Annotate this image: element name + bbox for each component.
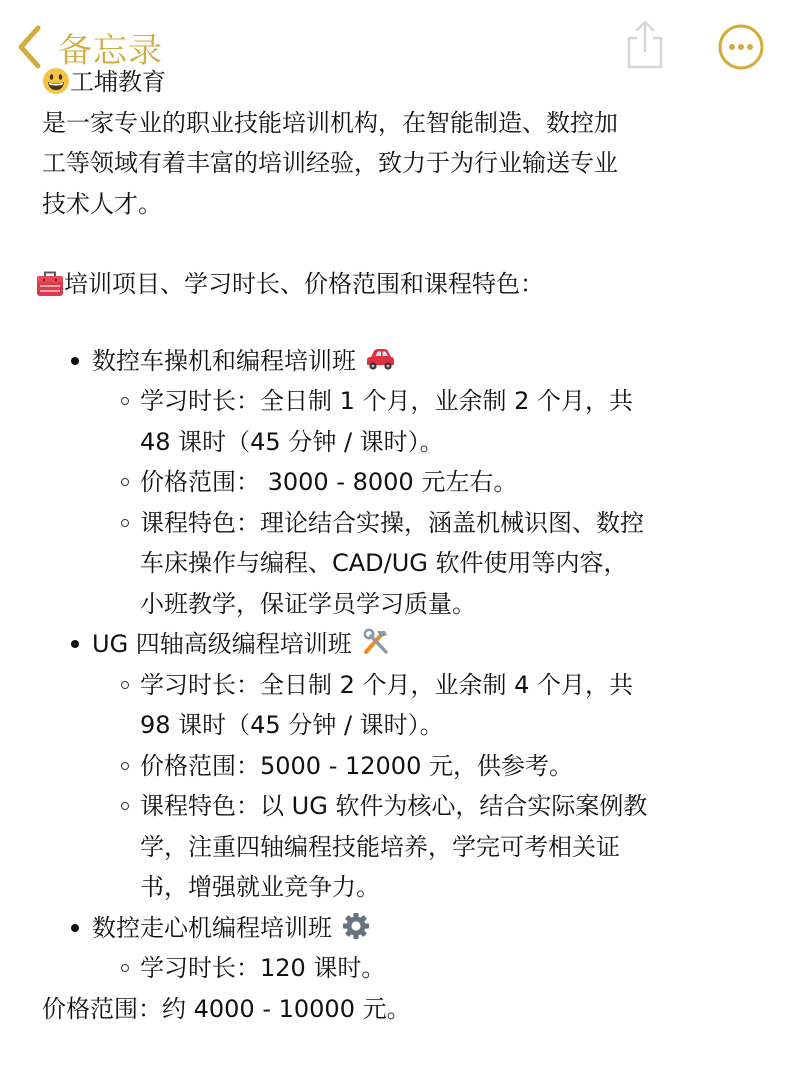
course-details bbox=[92, 948, 772, 989]
detail-features: 课程特色：理论结合实操，涵盖机械识图、数控 车床操作与编程、CAD/UG 软件使用等内容， 小班教学，保证学员学习质量。 bbox=[140, 503, 772, 625]
bullet-circle bbox=[121, 681, 129, 689]
back-label: 备忘录 bbox=[58, 30, 163, 71]
intro-line: 技术人才。 bbox=[42, 189, 162, 218]
car-icon bbox=[364, 345, 396, 373]
spacer bbox=[42, 224, 772, 264]
intro-line: 是一家专业的职业技能培训机构，在智能制造、数控加 bbox=[42, 108, 618, 137]
note-body[interactable] bbox=[42, 62, 772, 1029]
bullet-dot bbox=[71, 640, 79, 648]
trailing-price-line: 价格范围：约 4000 - 10000 元。 bbox=[42, 994, 411, 1023]
bullet-dot bbox=[71, 357, 79, 365]
detail-price: 价格范围：5000 - 12000 元，供参考。 bbox=[140, 746, 772, 787]
intro-line: 工等领域有着丰富的培训经验，致力于为行业输送专业 bbox=[42, 149, 618, 177]
gear-icon bbox=[340, 912, 372, 940]
bullet-circle bbox=[121, 397, 129, 405]
detail-duration: 学习时长：全日制 2 个月，业余制 4 个月，共 98 课时（45 分钟 / 课时）。 bbox=[140, 665, 772, 746]
detail-duration: 学习时长：120 课时。 bbox=[140, 948, 772, 989]
grinning-face-icon bbox=[42, 67, 70, 95]
detail-price: 价格范围： 3000 - 8000 元左右。 bbox=[140, 462, 772, 503]
bullet-circle bbox=[121, 478, 129, 486]
course-name: 数控走心机编程培训班 bbox=[92, 913, 332, 942]
course-name: 数控车操机和编程培训班 bbox=[92, 346, 356, 375]
bullet-dot bbox=[71, 924, 79, 932]
course-item bbox=[92, 341, 772, 625]
chevron-left-icon bbox=[14, 24, 44, 70]
course-details bbox=[92, 381, 772, 624]
section-heading: 培训项目、学习时长、价格范围和课程特色： bbox=[36, 264, 772, 305]
bullet-circle bbox=[121, 519, 129, 527]
detail-features: 课程特色：以 UG 软件为核心，结合实际案例教 学，注重四轴编程技能培养，学完可考相关证 书，增强就业竞争力。 bbox=[140, 786, 772, 908]
course-item bbox=[92, 624, 772, 908]
course-name: UG 四轴高级编程培训班 bbox=[92, 630, 352, 658]
note-title: 工埔教育 bbox=[42, 62, 772, 103]
bullet-circle bbox=[121, 964, 129, 972]
hammer-and-wrench-icon bbox=[360, 628, 392, 656]
bullet-circle bbox=[121, 762, 129, 770]
course-item bbox=[92, 908, 772, 989]
course-details bbox=[92, 665, 772, 908]
detail-duration: 学习时长：全日制 1 个月，业余制 2 个月，共 48 课时（45 分钟 / 课时）。 bbox=[140, 381, 772, 462]
toolbox-icon bbox=[36, 269, 64, 297]
spacer bbox=[42, 305, 772, 341]
course-list bbox=[42, 341, 772, 989]
bullet-circle bbox=[121, 802, 129, 810]
